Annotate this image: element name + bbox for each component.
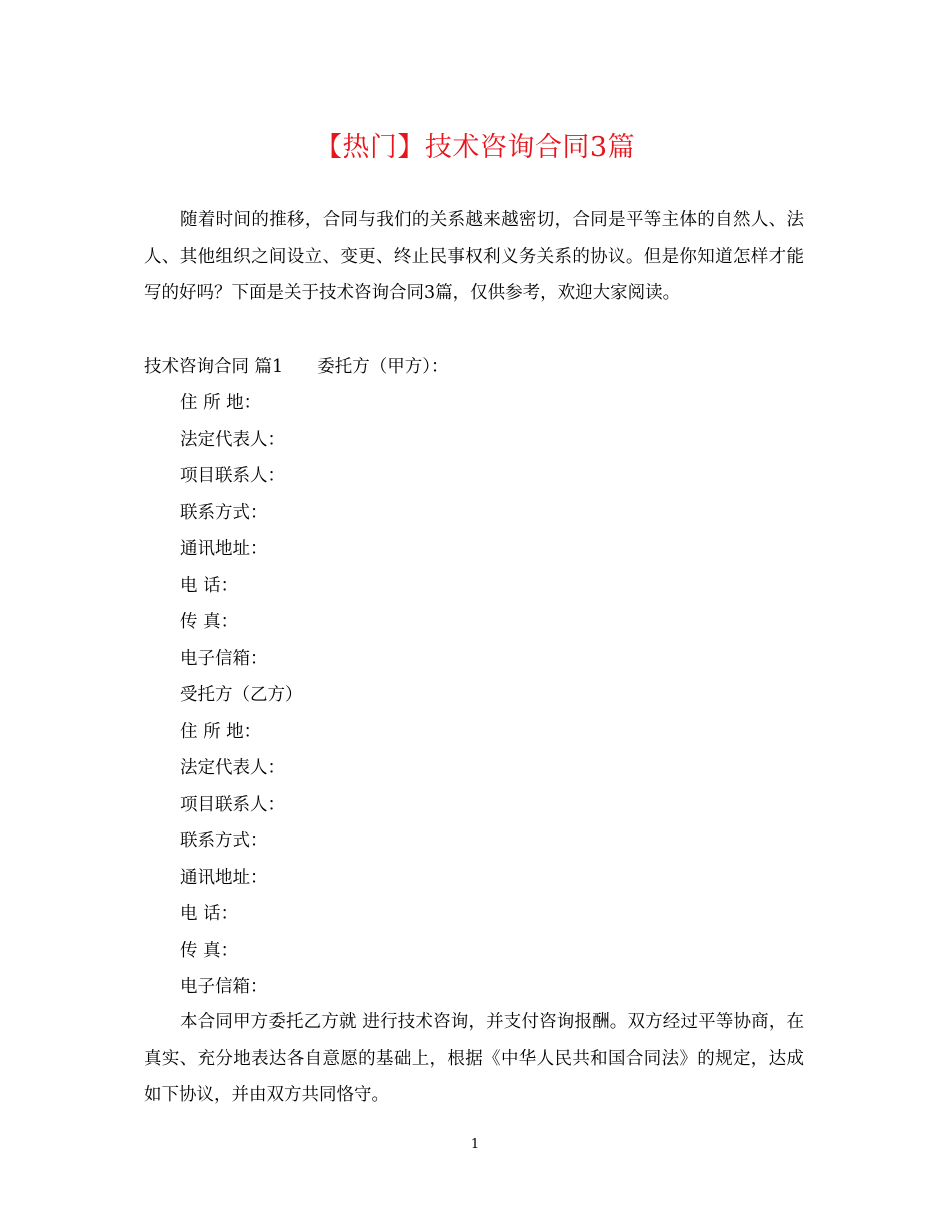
- intro-paragraph: 随着时间的推移，合同与我们的关系越来越密切，合同是平等主体的自然人、法人、其他组织之间设立、变更、终止民事权利义务关系的协议。但是你知道怎样才能写的好吗？下面是关于技术咨询合同3篇，仅供参考，欢迎大家阅读。: [144, 210, 804, 303]
- field-line: 传 真：: [180, 612, 239, 632]
- field-line: 联系方式：: [180, 831, 268, 851]
- section-heading-line: [144, 349, 448, 386]
- party-b-label: 受托方（乙方）: [180, 685, 303, 705]
- field-line: 电子信箱：: [180, 648, 268, 669]
- field-line: 项目联系人：: [180, 794, 285, 815]
- party-a-label: 委托方（甲方）：: [317, 357, 449, 377]
- field-line: 通讯地址：: [180, 867, 268, 888]
- field-line: 电 话：: [180, 575, 239, 596]
- field-line: 法定代表人：: [180, 758, 285, 778]
- closing-paragraph: 本合同甲方委托乙方就 进行技术咨询，并支付咨询报酬。双方经过平等协商，在真实、充分地表达各自意愿的基础上，根据《中华人民共和国合同法》的规定，达成如下协议，并由双方共同恪守。: [144, 1012, 804, 1105]
- field-line: 通讯地址：: [180, 539, 268, 559]
- section-heading: 技术咨询合同 篇1: [144, 357, 284, 377]
- field-line: 住 所 地：: [180, 393, 262, 413]
- field-line: 联系方式：: [180, 502, 268, 523]
- field-line: 项目联系人：: [180, 466, 285, 486]
- field-line: 电子信箱：: [180, 977, 268, 997]
- field-line: 住 所 地：: [180, 721, 262, 742]
- field-line: 传 真：: [180, 940, 239, 961]
- document-title: 【热门】技术咨询合同3篇: [314, 132, 636, 163]
- field-line: 电 话：: [180, 904, 239, 924]
- party-field-list: [180, 385, 303, 1006]
- page-number: 1: [470, 1137, 480, 1152]
- field-line: 法定代表人：: [180, 429, 285, 450]
